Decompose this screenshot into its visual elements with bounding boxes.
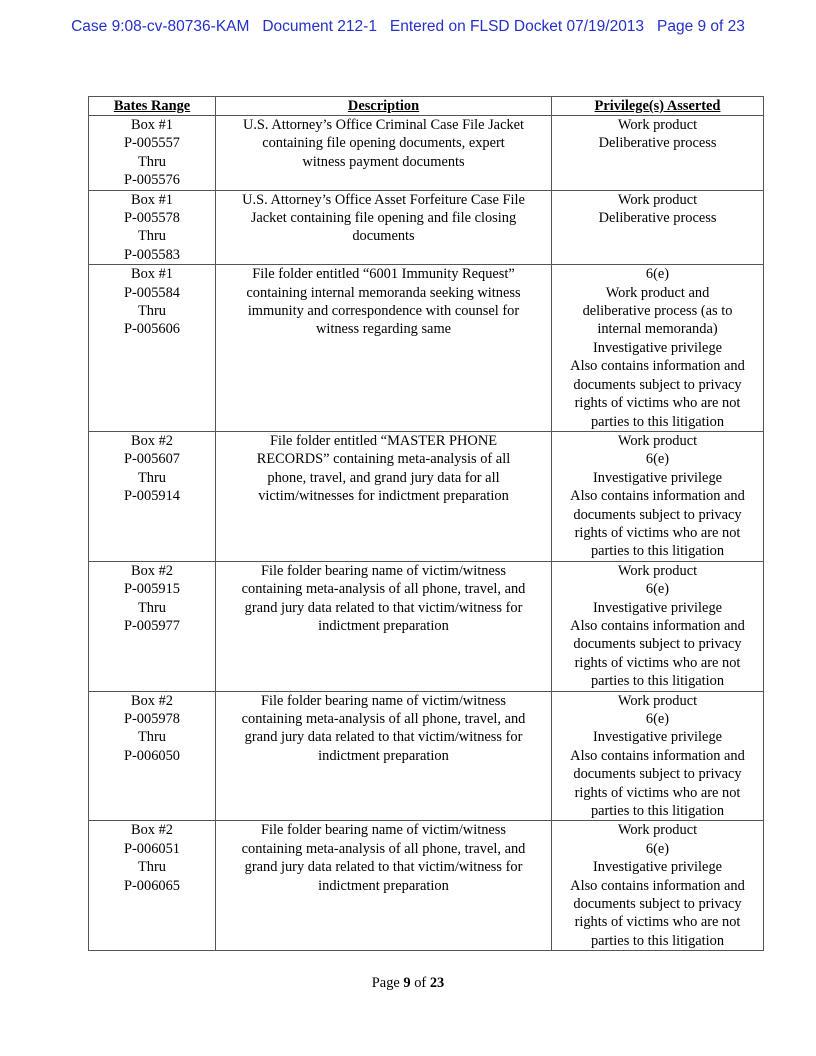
footer-current-page: 9: [403, 975, 411, 991]
cell-line: P-005584: [124, 284, 180, 301]
cell-line: Investigative privilege: [592, 859, 723, 876]
bates-range-cell: [89, 431, 216, 561]
cell-line: Thru: [138, 859, 166, 876]
cell-line: documents subject to privacy: [573, 376, 742, 393]
cell-line: RECORDS” containing meta-analysis of all: [256, 451, 511, 468]
cell-line: P-005583: [124, 246, 180, 263]
cell-line: P-005914: [124, 488, 180, 505]
cell-line: 6(e): [645, 581, 670, 598]
bates-range-cell: [89, 265, 216, 432]
cell-line: Work product: [617, 117, 698, 133]
cell-line: deliberative process (as to: [582, 303, 733, 320]
cell-line: parties to this litigation: [590, 803, 725, 820]
footer-page-label: Page: [371, 975, 400, 991]
cell-line: Box #1: [131, 191, 173, 208]
cell-line: rights of victims who are not: [574, 914, 741, 931]
table-row: [89, 691, 764, 821]
cell-line: phone, travel, and grand jury data for all: [267, 469, 500, 486]
cell-line: Work product and: [605, 284, 710, 301]
cell-line: indictment preparation: [318, 617, 449, 634]
cell-line: indictment preparation: [318, 877, 449, 894]
cell-line: victim/witnesses for indictment preparation: [258, 488, 509, 505]
cell-line: P-005978: [124, 711, 180, 727]
cell-line: Box #2: [131, 432, 173, 449]
cell-line: documents subject to privacy: [573, 766, 742, 783]
cell-line: parties to this litigation: [590, 543, 725, 560]
header-case-number: Case 9:08-cv-80736-KAM: [71, 18, 250, 35]
cell-line: documents subject to privacy: [573, 636, 742, 653]
table-row: [89, 821, 764, 951]
cell-line: P-006065: [124, 877, 180, 894]
table-row: [89, 561, 764, 691]
cell-line: immunity and correspondence with counsel for: [247, 303, 520, 320]
cell-line: File folder bearing name of victim/witness: [261, 822, 506, 839]
cell-line: indictment preparation: [318, 747, 449, 764]
cell-line: Work product: [617, 191, 698, 208]
cell-line: 6(e): [645, 266, 670, 283]
cell-line: grand jury data related to that victim/witness for: [244, 859, 523, 876]
cell-line: Work product: [617, 822, 698, 839]
description-cell: [216, 431, 552, 561]
cell-line: P-006050: [124, 747, 180, 764]
cell-line: rights of victims who are not: [574, 784, 741, 801]
table-row: [89, 116, 764, 191]
cell-line: containing internal memoranda seeking witness: [246, 284, 521, 301]
cell-line: Work product: [617, 432, 698, 449]
cell-line: Work product: [617, 692, 698, 709]
cell-line: containing meta-analysis of all phone, travel, and: [241, 711, 526, 727]
cell-line: U.S. Attorney’s Office Asset Forfeiture Case File: [242, 191, 525, 208]
bates-range-cell: [89, 561, 216, 691]
description-cell: [216, 691, 552, 821]
cell-line: P-005915: [124, 581, 180, 598]
privileges-cell: [552, 265, 764, 432]
header-page-count: Page 9 of 23: [656, 18, 745, 35]
cell-line: P-005607: [124, 451, 180, 468]
table-row: [89, 431, 764, 561]
privileges-cell: [552, 190, 764, 265]
docket-header: [0, 18, 816, 36]
cell-line: Thru: [138, 153, 166, 170]
bates-range-cell: [89, 821, 216, 951]
cell-line: File folder bearing name of victim/witness: [261, 692, 506, 709]
cell-line: documents: [352, 228, 415, 245]
cell-line: Also contains information and: [570, 877, 745, 894]
cell-line: containing meta-analysis of all phone, travel, and: [241, 840, 526, 857]
cell-line: 6(e): [645, 451, 670, 468]
cell-line: File folder entitled “MASTER PHONE: [269, 432, 498, 449]
privileges-cell: [552, 116, 764, 191]
footer-of-label: of: [414, 975, 427, 991]
footer-total-pages: 23: [429, 975, 445, 991]
cell-line: Deliberative process: [598, 135, 717, 152]
cell-line: Also contains information and: [570, 358, 745, 375]
cell-line: Investigative privilege: [592, 599, 723, 616]
cell-line: grand jury data related to that victim/witness for: [244, 729, 523, 746]
cell-line: documents subject to privacy: [573, 896, 742, 913]
cell-line: Box #2: [131, 562, 173, 579]
column-header-privileges: Privilege(s) Asserted: [552, 97, 764, 116]
cell-line: Box #1: [131, 117, 173, 133]
cell-line: Investigative privilege: [592, 469, 723, 486]
cell-line: Also contains information and: [570, 617, 745, 634]
column-header-description: Description: [216, 97, 552, 116]
privilege-log-table: [88, 96, 764, 951]
cell-line: Thru: [138, 599, 166, 616]
privileges-cell: [552, 821, 764, 951]
cell-line: containing file opening documents, expert: [262, 135, 505, 152]
cell-line: P-005977: [124, 617, 180, 634]
cell-line: Investigative privilege: [592, 339, 723, 356]
description-cell: [216, 265, 552, 432]
cell-line: P-006051: [124, 840, 180, 857]
cell-line: File folder entitled “6001 Immunity Request”: [252, 266, 515, 283]
cell-line: rights of victims who are not: [574, 654, 741, 671]
table-row: [89, 190, 764, 265]
description-cell: [216, 116, 552, 191]
cell-line: documents subject to privacy: [573, 506, 742, 523]
cell-line: Box #2: [131, 822, 173, 839]
table-body: [89, 116, 764, 951]
cell-line: Box #1: [131, 266, 173, 283]
header-document-number: Document 212-1: [262, 18, 377, 35]
privileges-cell: [552, 561, 764, 691]
cell-line: Thru: [138, 729, 166, 746]
privileges-cell: [552, 691, 764, 821]
header-entered-date: Entered on FLSD Docket 07/19/2013: [389, 18, 645, 35]
description-cell: [216, 561, 552, 691]
cell-line: parties to this litigation: [590, 673, 725, 690]
cell-line: Thru: [138, 228, 166, 245]
cell-line: P-005576: [124, 172, 180, 189]
cell-line: witness regarding same: [315, 321, 452, 338]
table-header-row: [89, 97, 764, 116]
cell-line: Investigative privilege: [592, 729, 723, 746]
cell-line: witness payment documents: [302, 153, 465, 170]
description-cell: [216, 821, 552, 951]
cell-line: Deliberative process: [598, 210, 717, 227]
cell-line: File folder bearing name of victim/witness: [261, 562, 506, 579]
page-footer: [0, 975, 816, 992]
cell-line: Thru: [138, 469, 166, 486]
cell-line: Thru: [138, 303, 166, 320]
cell-line: U.S. Attorney’s Office Criminal Case File Jacket: [242, 117, 525, 133]
cell-line: 6(e): [645, 711, 670, 727]
cell-line: containing meta-analysis of all phone, travel, and: [241, 581, 526, 598]
cell-line: rights of victims who are not: [574, 524, 741, 541]
cell-line: rights of victims who are not: [574, 395, 741, 412]
cell-line: grand jury data related to that victim/witness for: [244, 599, 523, 616]
column-header-bates-range: Bates Range: [89, 97, 216, 116]
cell-line: parties to this litigation: [590, 413, 725, 430]
cell-line: Jacket containing file opening and file closing: [250, 210, 517, 227]
bates-range-cell: [89, 190, 216, 265]
cell-line: Also contains information and: [570, 488, 745, 505]
privileges-cell: [552, 431, 764, 561]
cell-line: Box #2: [131, 692, 173, 709]
description-cell: [216, 190, 552, 265]
cell-line: Also contains information and: [570, 747, 745, 764]
cell-line: parties to this litigation: [590, 932, 725, 949]
table-row: [89, 265, 764, 432]
cell-line: P-005606: [124, 321, 180, 338]
cell-line: 6(e): [645, 840, 670, 857]
cell-line: P-005557: [124, 135, 180, 152]
cell-line: Work product: [617, 562, 698, 579]
bates-range-cell: [89, 691, 216, 821]
bates-range-cell: [89, 116, 216, 191]
cell-line: internal memoranda): [597, 321, 718, 338]
cell-line: P-005578: [124, 210, 180, 227]
